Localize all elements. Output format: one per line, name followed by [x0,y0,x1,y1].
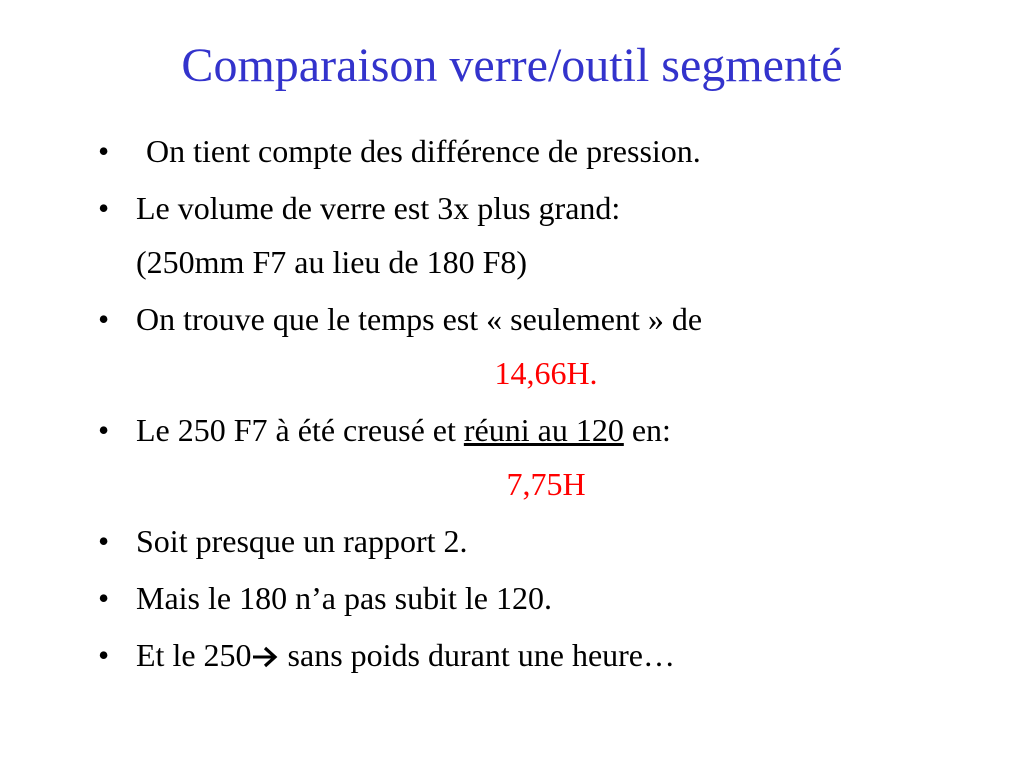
bullet-text: On trouve que le temps est « seulement » de [136,301,703,337]
bullet-text: Et le 250 [136,637,252,673]
bullet-dot: • [98,133,110,169]
bullet-text: Soit presque un rapport 2. [136,523,468,559]
bullet-text: On tient compte des différence de pression. [146,133,701,169]
bullet-item [96,181,956,289]
bullet-dot: • [98,637,110,673]
right-arrow-icon [252,630,280,684]
slide-title: Comparaison verre/outil segmenté [181,39,843,92]
bullet-item [96,124,956,178]
underlined-text: réuni au 120 [463,412,624,448]
bullet-text-continuation: (250mm F7 au lieu de 180 F8) [136,244,528,280]
bullet-dot: • [98,580,110,616]
bullet-dot: • [98,412,110,448]
bullet-text: Le 250 F7 à été creusé et [136,412,464,448]
bullet-text-end: sans poids durant une heure… [279,637,675,673]
bullet-item [96,628,956,686]
bullet-list [96,124,956,689]
bullet-item [96,292,956,400]
bullet-item [96,514,956,568]
bullet-dot: • [98,190,110,226]
bullet-text: Le volume de verre est 3x plus grand: [136,190,621,226]
bullet-dot: • [98,523,110,559]
bullet-dot: • [98,301,110,337]
bullet-item [96,403,956,511]
time-value-highlight: 7,75H [506,466,586,502]
time-value-highlight: 14,66H. [494,355,598,391]
bullet-text-end: en: [623,412,671,448]
bullet-text: Mais le 180 n’a pas subit le 120. [136,580,552,616]
bullet-text-line [136,403,956,457]
bullet-item [96,571,956,625]
